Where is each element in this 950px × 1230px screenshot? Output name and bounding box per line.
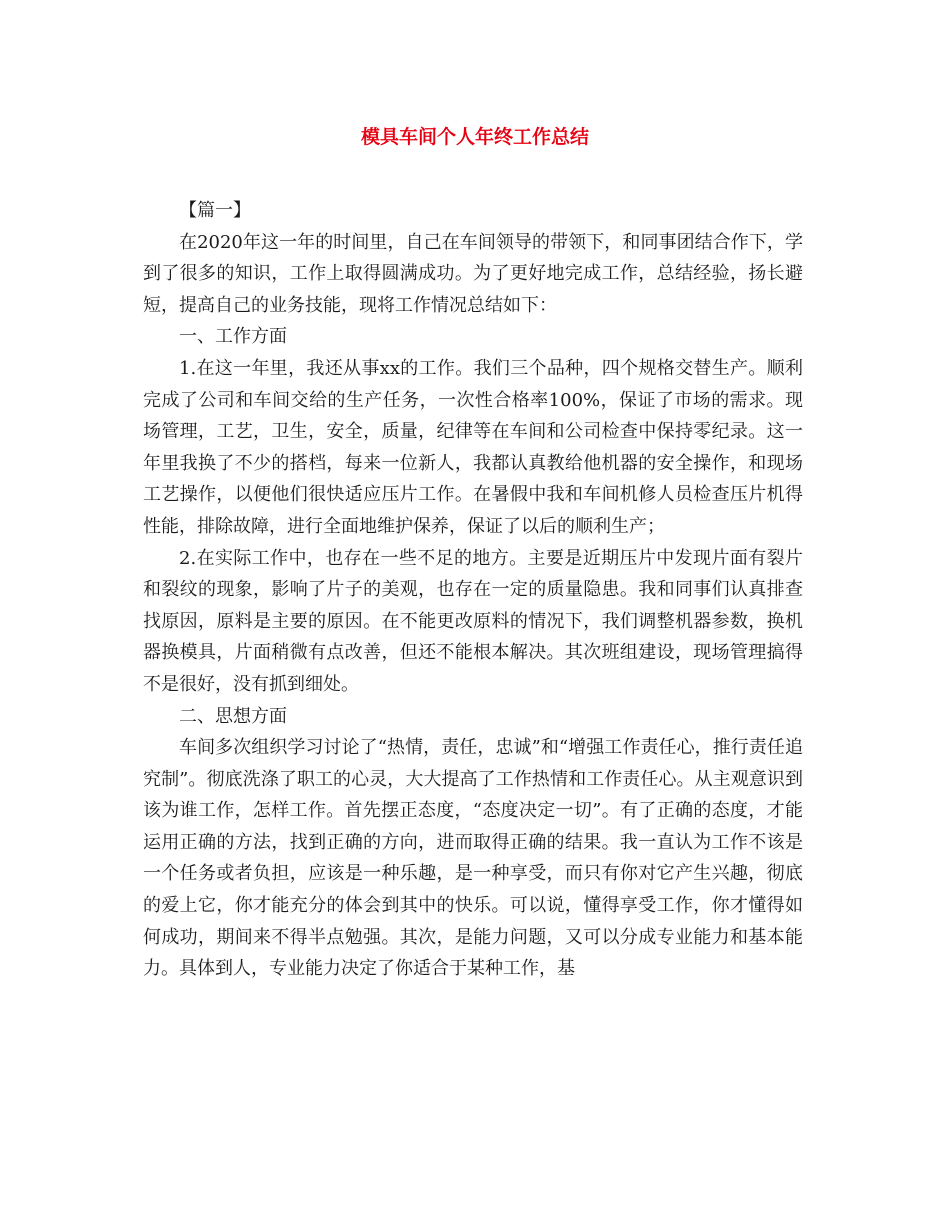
document-title: 模具车间个人年终工作总结 (360, 126, 589, 148)
work-item-1-paragraph: 1.在这一年里，我还从事xx的工作。我们三个品种，四个规格交替生产。顺利完成了公司和车间交给的生产任务，一次性合格率100%，保证了市场的需求。现场管理，工艺，卫生，安全，质量，纪律等在车间和公司检查中保持零纪录。这一年里我换了不少的搭档，每来一位新人，我都认真教给他机器的安全操作，和现场工艺操作，以便他们很快适应压片工作。在暑假中我和车间机修人员检查压片机得性能，排除故障，进行全面地维护保养，保证了以后的顺利生产； (143, 357, 803, 537)
thought-paragraph: 车间多次组织学习讨论了“热情，责任，忠诚”和“增强工作责任心，推行责任追究制”。彻底洗涤了职工的心灵，大大提高了工作热情和工作责任心。从主观意识到该为谁工作，怎样工作。首先摆正态度，“态度决定一切”。有了正确的态度，才能运用正确的方法，找到正确的方向，进而取得正确的结果。我一直认为工作不该是一个任务或者负担，应该是一种乐趣，是一种享受，而只有你对它产生兴趣，彻底的爱上它，你才能充分的体会到其中的快乐。可以说，懂得享受工作，你才懂得如何成功，期间来不得半点勉强。其次，是能力问题，又可以分成专业能力和基本能力。具体到人，专业能力决定了你适合于某种工作，基 (143, 737, 803, 980)
work-item-2-paragraph: 2.在实际工作中，也存在一些不足的地方。主要是近期压片中发现片面有裂片和裂纹的现象，影响了片子的美观，也存在一定的质量隐患。我和同事们认真排查找原因，原料是主要的原因。在不能更改原料的情况下，我们调整机器参数，换机器换模具，片面稍微有点改善，但还不能根本解决。其次班组建设，现场管理搞得不是很好，没有抓到细处。 (143, 547, 803, 695)
section-label-part-one: 【篇一】 (179, 200, 251, 221)
heading-thought-aspect: 二、思想方面 (179, 705, 287, 727)
heading-work-aspect: 一、工作方面 (179, 326, 287, 348)
intro-paragraph: 在2020年这一年的时间里，自己在车间领导的带领下，和同事团结合作下，学到了很多的知识，工作上取得圆满成功。为了更好地完成工作，总结经验，扬长避短，提高自己的业务技能，现将工作情况总结如下： (143, 231, 803, 316)
document-body (143, 195, 803, 985)
